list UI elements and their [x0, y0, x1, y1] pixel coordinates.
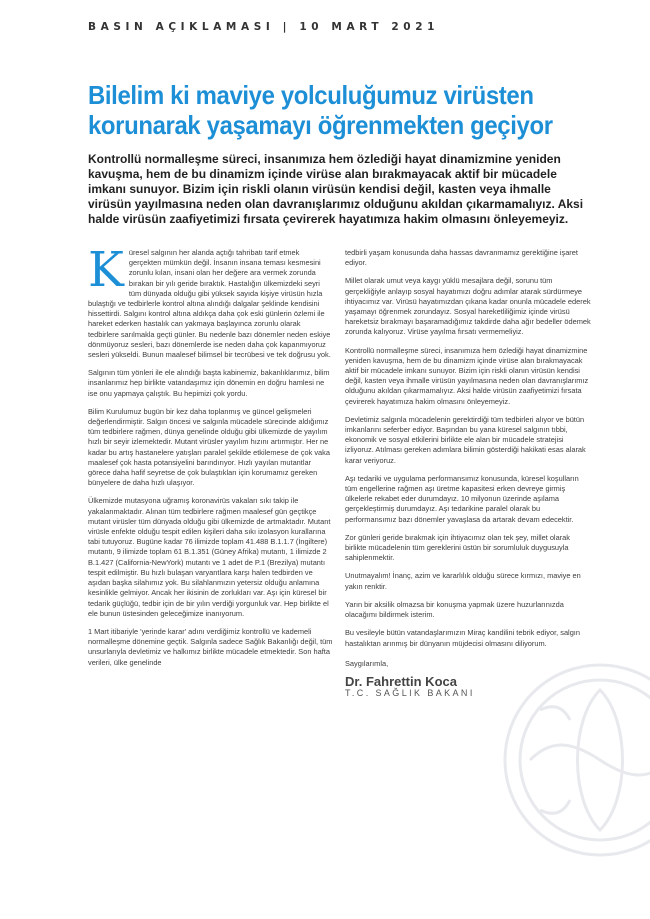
- right-paragraph-3: Kontrollü normalleşme süreci, insanımıza hem özlediği hayat dinamizmine yeniden kavuşma, hem de bu dinamizm içinde virüse alan bırakmayacak aktif bir mücadele imkanı sunuyor. Bizim için riskli olanın virüsün kendisi değil, kasten veya ihmalle virüsün yayılmasına neden olan davranışlarımız olduğunu akıldan çıkarmamalıyız. Aksi halde virüsün zaafiyetimizi fırsata çevirerek hayatımıza hakim olmasını önleyemeyiz.: [345, 345, 589, 406]
- left-paragraph-5: 1 Mart itibariyle 'yerinde karar' adını verdiğimiz kontrollü ve kademeli normalleşme dönemine geçtik. Salgınla sadece Sağlık Bakanlığı değil, tüm unsurlarıyla devletimiz ve halkımız birlikte mücadele etmektedir. Son hafta verileri, ülke genelinde: [88, 626, 333, 667]
- left-paragraph-1-text: üresel salgının her alanda açtığı tahribatı tarif etmek gerçekten mümkün değil. İnsanın insana teması kesmesini zorunlu kılan, insani olan her değere ara vermek zorunda bırakan bir yılı geride bıraktık. Hastalığın ülkemizdeki seyri tüm dünyada olduğu gibi yüksek sayıda kişiye virüsün hızla bulaştığı ve tedbirlerle kontrol altına alındığı dalgalar şeklinde kendisini hissettirdi. Salgını kontrol altına aldıkça daha çok eski günlerin özlemi ile hareket ederken hastalık can yakmaya başlayınca zorunlu olarak tedbirlere sarılmakla geçti günler. Bu nedenle bazı dönemler neden eskiye dönmüyoruz sesleri, bazı dönemlerde ise neden daha çok kapanmıyoruz sesleri yükseldi. Bunun maalesef bilimsel bir tecrübesi ve tek doğrusu yok.: [88, 248, 331, 360]
- left-paragraph-4: Ülkemizde mutasyona uğramış koronavirüs vakaları sıkı takip ile yakalanmaktadır. Alınan tüm tedbirlere rağmen maalesef gün geçtikçe mutant virüsler tüm dünyada olduğu gibi ülkemizde de artmaktadır. Mutant virüsle enfekte olduğu tespit edilen kişileri daha sıkı izolasyon kurallarına tabi tutuyoruz. Bugüne kadar 76 ilimizde toplam 41.488 B.1.1.7 (İngiltere) mutantı, 9 ilimizde toplam 61 B.1.351 (Güney Afrika) mutantı, 1 ilimizde 2 B.1.427 (California-NewYork) mutantı ve 1 adet de P.1 (Brezilya) mutantı tespit edilmiştir. Bu hızlı bulaşan varyantlara karşı halen tedbirden ve aşıdan başka silahımız yok. Bu silahlanmızın yetersiz olduğu anlamına kesinlikle gelmiyor. Ancak her ikisinin de zorlukları var. Aşı için küresel bir tedarik güçlüğü, tedbir için de bir yılın verdiği yorgunluk var. Hep birlikte el ele bunun üstesinden geleceğimize inanıyorum.: [88, 496, 331, 618]
- press-release-header: BASIN AÇIKLAMASI | 10 MART 2021: [88, 21, 440, 33]
- right-paragraph-5: Aşı tedariki ve uygulama performansımız konusunda, küresel koşulların tüm engellerine rağmen aşı üretme kapasitesi erken devreye girmiş ülkelerle rekabet eder durumdayız. 10 milyonun üzerinde aşılama gerçekleştirmiş durumdayız. Aşı tedarikine paralel olarak bu performansımız bazı dönemler yavaşlasa da artarak devam edecektir.: [345, 473, 579, 524]
- right-paragraph-9: Bu vesileyle bütün vatandaşlarımızın Miraç kandilini tebrik ediyor, salgın hastalıktan arınmış bir dünyanın müjdecisi olmasını diliyorum.: [345, 628, 580, 648]
- lead-paragraph: Kontrollü normalleşme süreci, insanımıza hem özlediği hayat dinamizmine yeniden kavuşma, hem de bu dinamizm içinde virüse alan bırakmayacak aktif bir mücadele imkanı sunuyor. Bizim için riskli olanın virüsün kendisi değil, kasten veya ihmalle virüsün yayılmasına neden olan davranışlarımız olduğunu akıldan çıkarmamalıyız. Aksi halde virüsün zaafiyetimizi fırsata çevirerek hayatımıza hakim olmasını önleyemeyiz.: [88, 152, 584, 226]
- page-title: [88, 80, 566, 140]
- right-paragraph-7: Unutmayalım! İnanç, azim ve kararlılık olduğu sürece kırmızı, maviye en yakın renktir.: [345, 571, 581, 591]
- right-paragraph-2: Millet olarak umut veya kaygı yüklü mesajlara değil, sorunu tüm gerçekliğiyle anlayıp sosyal hayatımızı doğru adımlar atarak sürdürmeye ihtiyacımız var. Virüsü hayatımızdan çıkana kadar onunla mücadele ederek yaşamayı öğrenmek zorundayız. Sosyal hareketliliğimiz içinde virüsü hareketsiz bırakmayı başaramadığımız takdirde daha ağır bedeller ödemek zorunda kalıyoruz. Virüse yayılma fırsatı vermemeliyiz.: [345, 276, 591, 337]
- title-line-1: Bilelim ki maviye yolculuğumuz virüsten: [88, 80, 534, 110]
- title-line-2: korunarak yaşamayı öğrenmekten geçiyor: [88, 110, 553, 140]
- right-paragraph-6: Zor günleri geride bırakmak için ihtiyacımız olan tek şey, millet olarak birlikte mücadelenin tüm gereklerini üstün bir sorumluluk duygusuyla sahiplenmektir.: [345, 532, 570, 563]
- right-paragraph-4: Devletimiz salgınla mücadelenin gerektirdiği tüm tedbirleri alıyor ve bütün imkanlarını seferber ediyor. Başından bu yana küresel salgının tıbbi, ekonomik ve sosyal etkilerini birlikte ele alan bir mücadele stratejisi izliyoruz. Atılması gereken adımlara bilimin gösterdiği hakikati esas alarak karar veriyoruz.: [345, 414, 586, 465]
- right-paragraph-8: Yarın bir aksilik olmazsa bir konuşma yapmak üzere huzurlarınızda olacağımı bildirmek isterim.: [345, 599, 564, 620]
- left-paragraph-2: Salgının tüm yönleri ile ele alındığı başta kabinemiz, bakanlıklarımız, bilim insanlarımız hep birlikte vatandaşımız için dönemin en doğru hamlesi ne ise onu yapmaya çalıştık. Bu hepimizi çok yordu.: [88, 368, 330, 398]
- drop-cap: K: [88, 242, 124, 298]
- signer-name: Dr. Fahrettin Koca: [345, 673, 457, 689]
- closing-text: Saygılarımla,: [345, 658, 389, 668]
- right-paragraph-1: tedbirli yaşam konusunda daha hassas davranmamız gerektiğine işaret ediyor.: [345, 248, 578, 268]
- ministry-emblem-icon: [470, 610, 650, 910]
- left-paragraph-3: Bilim Kurulumuz bugün bir kez daha toplanmış ve güncel gelişmeleri değerlendirmiştir. Salgın öncesi ve salgınla mücadele sürecinde aldığımız tüm tedbirlere rağmen, dünya genelinde olduğu gibi ülkemizde de yayılım hızlı bir seyir izlemektedir. Mutant virüsler yayılım hızını artırmıştır. Her ne kadar bu artış hastanelere yatışları paralel şekilde etkilemese de çok vaka maalesef çok hasta potansiyelini barındırıyor. Hızlı yayılan mutantlar görece daha hafif seyretse de çok bulaştıkları için korumamız gereken bünyelere de daha hızlı ulaşıyor.: [88, 406, 330, 488]
- signer-title: T.C. SAĞLIK BAKANI: [345, 688, 475, 699]
- left-column: [88, 242, 333, 676]
- left-paragraph-1: [88, 242, 333, 360]
